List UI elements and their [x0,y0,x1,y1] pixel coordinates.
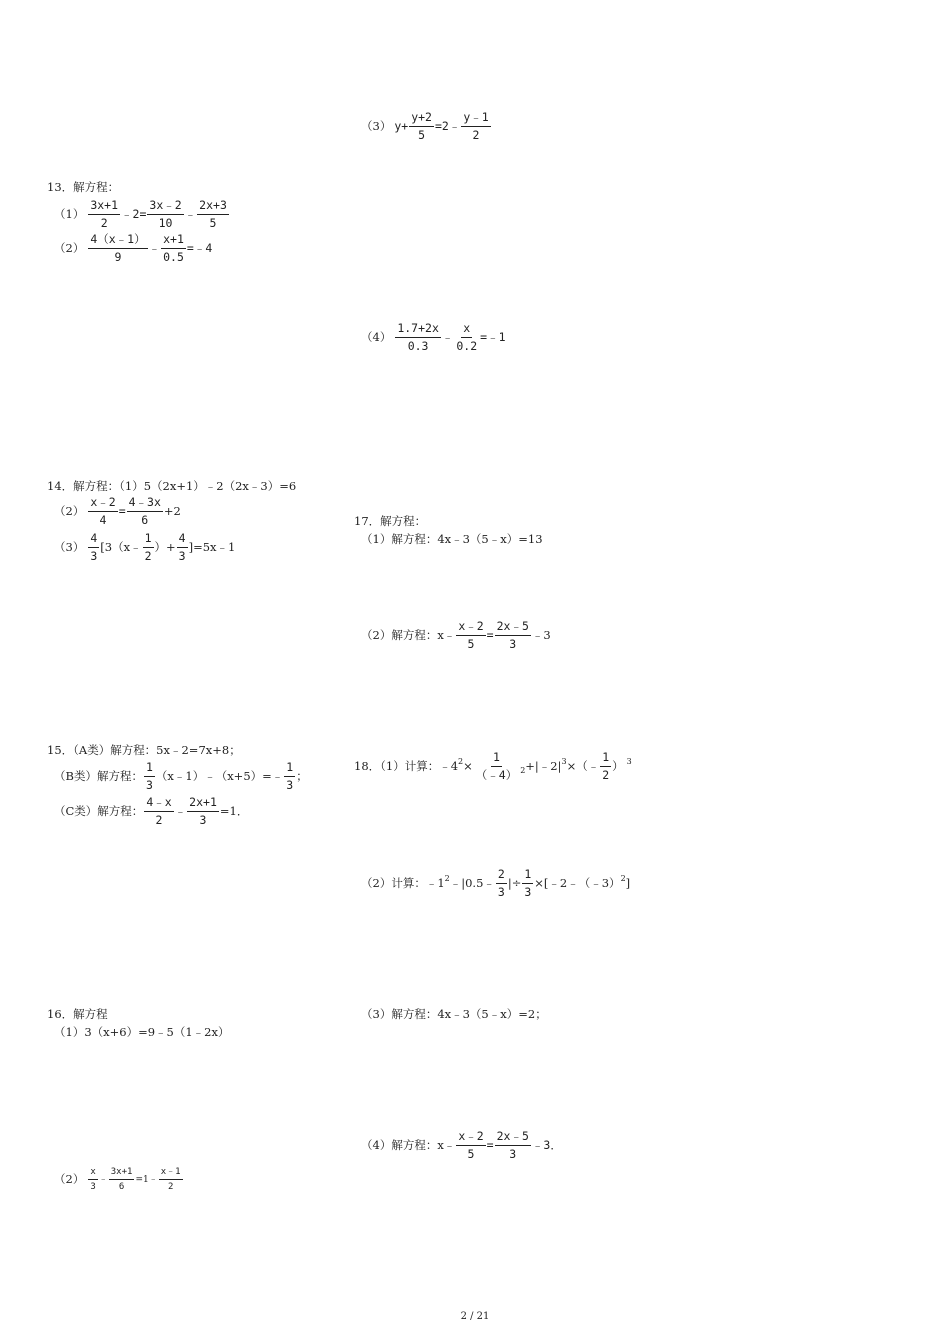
denominator: 3 [178,548,186,563]
equation-label: （2）解方程：x﹣ [361,627,456,642]
equation-label: （2） [54,240,85,255]
fraction [495,621,531,650]
question-17-title: 17．解方程： [354,514,427,528]
numerator: 2x+1 [187,797,219,812]
equation-13-1 [54,200,230,229]
equation-17-2 [361,621,551,650]
equation-label: （2）计算：﹣1 [361,875,445,890]
equation-text: （x﹣1）﹣（x+5）=﹣ [155,768,284,783]
equation-label: （B类）解方程： [54,768,143,783]
numerator: 4 [177,533,188,548]
equation-text: ]=5x﹣1 [188,539,236,554]
equation-text: +|﹣2| [525,758,562,773]
denominator: （﹣4） [475,767,518,782]
equation-text: ×（﹣ [566,758,600,773]
numerator: 1 [491,752,502,767]
question-13-title: 13．解方程： [47,180,120,194]
fraction [409,112,434,141]
equation-16-1: （1）3（x+6）=9﹣5（1﹣2x） [54,1025,230,1039]
equation-text: ﹣|0.5﹣ [449,875,495,890]
equation-text: × [463,758,473,773]
equation-18-4 [361,1131,562,1160]
fraction [177,533,188,562]
denominator: 2 [167,1182,174,1192]
fraction [496,869,507,898]
equation-text: ﹣ [98,1174,108,1185]
equation-17-1: （1）解方程：4x﹣3（5﹣x）=13 [361,532,543,546]
numerator: 2x+3 [197,200,229,215]
equation-text: [3（x﹣ [100,539,142,554]
denominator: 3 [286,777,294,792]
equation-label: （1） [54,206,85,221]
numerator: 1.7+2x [395,323,441,338]
numerator: x [88,1168,97,1180]
equation-15-c [54,797,248,826]
equation-text: = [118,503,126,518]
equation-18-2 [361,869,630,898]
equation-text: =2﹣ [434,118,461,133]
denominator: 5 [467,1146,475,1161]
numerator: y+2 [409,112,434,127]
equation-18-1 [354,752,632,781]
equation-text: y+ [394,118,409,133]
fraction [109,1168,135,1192]
denominator: 3 [90,1182,96,1192]
numerator: 1 [284,762,295,777]
equation-14-3 [54,533,235,562]
fraction [127,497,163,526]
page-number: 2 / 21 [460,1311,490,1322]
equation-text: ﹣ [184,206,197,221]
denominator: 2 [472,127,480,142]
equation-label: （2） [54,503,85,518]
superscript: 3 [626,756,632,766]
denominator: 5 [467,636,475,651]
superscript: 2 [444,873,450,883]
numerator: 2x﹣5 [495,1131,531,1146]
superscript: 2 [520,765,526,775]
numerator: 1 [144,762,155,777]
equation-label: （3） [54,539,85,554]
denominator: 4 [99,512,107,527]
equation-text: =1． [219,803,249,818]
denominator: 6 [141,512,149,527]
equation-text: = [486,627,494,642]
numerator: 2 [496,869,507,884]
denominator: 2 [144,548,152,563]
fraction [159,1168,183,1192]
equation-text: =﹣1 [480,329,506,344]
denominator: 3 [509,636,517,651]
equation-text: ] [625,875,631,890]
fraction [474,752,519,781]
fraction [456,621,485,650]
equation-text: ） [612,758,624,773]
numerator: 1 [522,869,533,884]
fraction [88,1168,97,1192]
denominator: 3 [497,884,505,899]
denominator: 3 [90,548,98,563]
denominator: 5 [418,127,426,142]
equation-13-4 [361,323,506,352]
equation-12-3 [361,112,492,141]
fraction [88,234,147,263]
fraction [461,112,490,141]
equation-label: 18．（1）计算：﹣4 [354,758,459,773]
equation-text: +2 [163,503,181,518]
equation-13-2 [54,234,212,263]
equation-text: ﹣ [174,803,187,818]
numerator: 3x+1 [109,1168,135,1180]
equation-label: （3） [361,118,392,133]
fraction [88,200,120,229]
numerator: x﹣1 [159,1168,183,1180]
fraction [147,200,183,229]
equation-text: ； [296,768,308,783]
denominator: 3 [199,812,207,827]
fraction [395,323,441,352]
question-14-title: 14．解方程：（1）5（2x+1）﹣2（2x﹣3）=6 [47,479,297,493]
equation-text: = [486,1137,494,1152]
fraction [143,533,154,562]
fraction [88,533,99,562]
fraction [456,1131,485,1160]
equation-text: ﹣3 [531,627,551,642]
question-16-title: 16．解方程 [47,1007,108,1021]
numerator: x﹣2 [456,621,485,636]
fraction [284,762,295,791]
fraction [197,200,229,229]
question-15-title: 15．（A类）解方程：5x﹣2=7x+8； [47,743,241,757]
denominator: 2 [100,215,108,230]
fraction [454,323,479,352]
numerator: 4﹣3x [127,497,163,512]
numerator: 3x﹣2 [147,200,183,215]
equation-14-2 [54,497,181,526]
equation-text: =1﹣ [135,1174,158,1185]
denominator: 9 [114,249,122,264]
numerator: y﹣1 [461,112,490,127]
equation-text: ×[﹣2﹣（﹣3） [534,875,621,890]
denominator: 0.2 [456,338,478,353]
numerator: 1 [600,752,611,767]
numerator: x+1 [161,234,186,249]
numerator: 2x﹣5 [495,621,531,636]
numerator: x [461,323,472,338]
equation-label: （4）解方程：x﹣ [361,1137,456,1152]
equation-text: ﹣2= [121,206,147,221]
fraction [161,234,186,263]
fraction [187,797,219,826]
numerator: 1 [143,533,154,548]
equation-text: ﹣ [441,329,454,344]
equation-label: （C类）解方程： [54,803,144,818]
superscript: 3 [561,756,567,766]
denominator: 3 [509,1146,517,1161]
fraction [144,797,173,826]
denominator: 2 [602,767,610,782]
denominator: 10 [158,215,173,230]
equation-text: ﹣ [148,240,161,255]
fraction [522,869,533,898]
equation-text: ）+ [154,539,176,554]
denominator: 6 [118,1182,125,1192]
equation-text: |÷ [507,875,522,890]
numerator: 4﹣x [144,797,173,812]
fraction [600,752,611,781]
numerator: 4 [88,533,99,548]
equation-label: （4） [361,329,392,344]
fraction [144,762,155,791]
superscript: 2 [620,873,626,883]
denominator: 3 [524,884,532,899]
denominator: 0.5 [163,249,184,264]
equation-16-2 [54,1168,184,1192]
equation-18-3: （3）解方程：4x﹣3（5﹣x）=2； [361,1007,547,1021]
denominator: 5 [209,215,217,230]
numerator: 4（x﹣1） [88,234,147,249]
numerator: x﹣2 [88,497,117,512]
fraction [495,1131,531,1160]
denominator: 2 [155,812,163,827]
equation-text: ﹣3． [531,1137,562,1152]
equation-15-b [54,762,308,791]
denominator: 0.3 [407,338,429,353]
denominator: 3 [145,777,153,792]
equation-label: （2） [54,1172,85,1187]
fraction [88,497,117,526]
numerator: x﹣2 [456,1131,485,1146]
equation-text: =﹣4 [186,240,213,255]
superscript: 2 [458,756,464,766]
numerator: 3x+1 [88,200,120,215]
